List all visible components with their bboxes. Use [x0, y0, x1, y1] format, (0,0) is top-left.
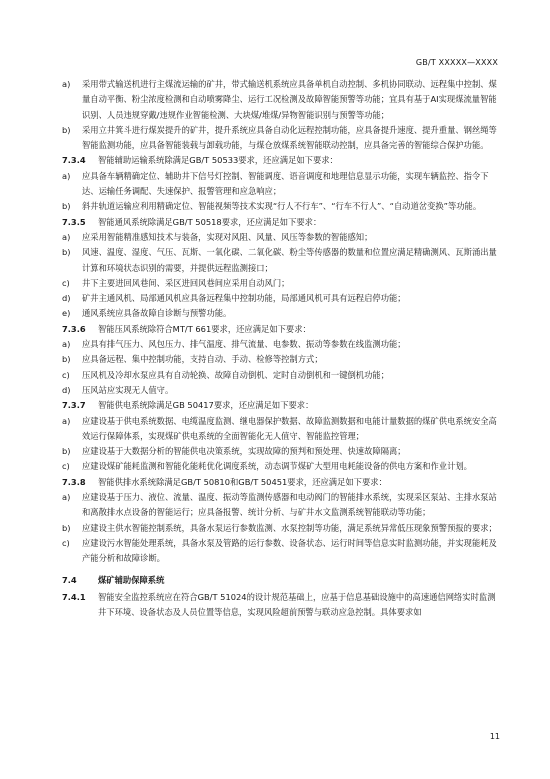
paragraph-text: 智能安全监控系统应在符合GB/T 51024的设计规范基础上，应基于信息基础设施中的高速通信网络实时监测井下环境、设备状态及人员位置等信息，实现风险超前预警与联动应急控制。具体要求如 [98, 591, 496, 618]
list-item-text: 应建设煤矿能耗监测和智能化能耗优化调度系统，动态调节煤矿大型用电耗能设备的供电方案和作业计划。 [82, 461, 472, 472]
list-item [62, 337, 500, 352]
list-item [62, 383, 500, 398]
list-item [62, 77, 500, 123]
list-item-text: 斜井轨道运输应利用精确定位、智能视频等技术实现“行人不行车”、“行车不行人”、“自动道岔变换”等功能。 [82, 201, 482, 212]
section-number: 7.3.6 [62, 323, 86, 334]
list-item [62, 199, 500, 214]
section-title: 智能供电系统除满足GB 50417要求，还应满足如下要求： [98, 400, 314, 411]
list-item [62, 368, 500, 383]
list-marker: a) [62, 79, 71, 89]
chapter-title: 煤矿辅助保障系统 [98, 574, 165, 585]
section-heading [62, 215, 500, 230]
list-item-text: 矿井主通风机、局部通风机应具备远程集中控制功能，局部通风机可具有远程启停功能； [82, 293, 406, 304]
list-item [62, 123, 500, 154]
list-item-text: 采用立井箕斗进行煤炭提升的矿井，提升系统应具备自动化远程控制功能，应具备提升速度、提升重量、钢丝绳等智能监测功能，应具备智能装载与卸载功能，与煤仓放煤系统智能联动控制，应具备完善的智能综合保护功能。 [82, 124, 497, 151]
list-item-text: 压风站应实现无人值守。 [82, 384, 174, 395]
section-heading [62, 322, 500, 337]
section-number: 7.3.5 [62, 216, 86, 227]
list-item-text: 压风机及冷却水泵应具有自动轮换、故障自动倒机、定时自动倒机和一键倒机功能； [82, 369, 389, 380]
list-marker: d) [62, 384, 71, 395]
list-marker: c) [62, 369, 70, 380]
standard-code: GB/T XXXXX—XXXX [415, 58, 498, 67]
list-item [62, 444, 500, 459]
list-item-text: 应具有排气压力、风包压力、排气温度、排气流量、电参数、振动等参数在线监测功能； [82, 339, 406, 350]
list-marker: c) [62, 277, 70, 288]
list-item [62, 414, 500, 445]
chapter-number: 7.4 [62, 574, 77, 585]
list-item [62, 169, 500, 200]
section-title: 智能压风系统除符合MT/T 661要求，还应满足如下要求： [98, 323, 311, 334]
closing-paragraph [62, 590, 500, 621]
list-item-text: 应建设基于供电系统数据、电缆温度监测、继电器保护数据、故障监测数据和电能计量数据的煤矿供电系统安全高效运行保障体系，实现煤矿供电系统的全面智能化无人值守、智能监控管理； [82, 415, 497, 441]
list-item-text: 风速、温度、湿度、气压、瓦斯、一氧化碳、二氧化碳、粉尘等传感器的数量和位置应满足精确测风、瓦斯涌出量计算和环境状态识别的需要，并提供远程监测接口； [82, 247, 497, 273]
list-item-text: 采用带式输送机进行主煤流运输的矿井，带式输送机系统应具备单机自动控制、多机协同联动、远程集中控制、煤量自动平衡、粉尘浓度检测和自动喷雾降尘、运行工况检测及故障智能预警等功能；宜具有基于AI实现煤流量智能识别、人员违规穿戴/违规作业智能检测、大块煤/堆煤/异物智能识别与预警等功能； [82, 79, 497, 120]
list-item [62, 490, 500, 521]
list-item-text: 应具备车辆精确定位、辅助井下信号灯控制、智能调度、语音调度和地理信息显示功能，实现车辆监控、指令下达、运输任务调配、失速保护、报警管理和应急响应； [82, 170, 489, 197]
section-heading [62, 398, 500, 413]
list-marker: b) [62, 446, 71, 457]
document-body [62, 77, 500, 620]
list-item-text: 井下主要进回风巷间、采区进回风巷间应采用自动风门； [82, 277, 290, 288]
list-marker: b) [62, 201, 71, 212]
list-item-text: 应采用智能精准感知技术与装备，实现对风阻、风量、风压等参数的智能感知； [82, 231, 373, 242]
list-item [62, 245, 500, 276]
list-marker: b) [62, 354, 71, 365]
list-marker: d) [62, 293, 71, 304]
section-number: 7.3.8 [62, 476, 86, 487]
list-item-text: 应建设主供水智能控制系统，具备水泵运行参数监测、水泵控制等功能，满足系统异常低压现象预警预报的要求； [82, 522, 497, 533]
section-title: 智能通风系统除满足GB/T 50518要求，还应满足如下要求： [98, 216, 322, 227]
list-marker: b) [62, 247, 71, 258]
list-item-text: 应具备远程、集中控制功能，支持自动、手动、检修等控制方式； [82, 354, 323, 365]
list-marker: b) [62, 522, 71, 533]
section-heading [62, 475, 500, 490]
section-title: 智能辅助运输系统除满足GB/T 50533要求，还应满足如下要求： [98, 155, 338, 166]
list-marker: c) [62, 537, 70, 548]
section-title: 智能供排水系统除满足GB/T 50810和GB/T 50451要求，还应满足如下要求： [98, 476, 387, 487]
list-marker: a) [62, 492, 71, 503]
list-item [62, 291, 500, 306]
section-number: 7.4.1 [62, 591, 86, 602]
list-item-text: 应建设基于大数据分析的智能供电决策系统，实现故障的预判和预处理、快速故障隔离； [82, 446, 406, 457]
list-item [62, 306, 500, 321]
list-item-text: 通风系统应具备故障自诊断与预警功能。 [82, 308, 232, 319]
page-number: 11 [489, 732, 500, 741]
list-item [62, 536, 500, 567]
list-marker: e) [62, 308, 71, 319]
list-item [62, 230, 500, 245]
section-number: 7.3.7 [62, 400, 86, 411]
section-heading [62, 153, 500, 168]
list-item [62, 521, 500, 536]
list-item [62, 276, 500, 291]
list-item-text: 应建设基于压力、液位、流量、温度、振动等监测传感器和电动阀门的智能排水系统，实现采区泵站、主排水泵站和离散排水点设备的智能运行；应具备报警、统计分析、与矿井水文监测系统智能联动等功能； [82, 492, 497, 518]
list-marker: a) [62, 170, 71, 181]
list-marker: b) [62, 124, 71, 135]
list-marker: a) [62, 415, 71, 426]
list-item [62, 352, 500, 367]
list-marker: a) [62, 339, 71, 350]
list-item [62, 459, 500, 474]
list-marker: a) [62, 231, 71, 242]
list-marker: c) [62, 461, 70, 472]
list-item-text: 应建设污水智能处理系统，具备水泵及管路的运行参数、设备状态、运行时间等信息实时监测功能，并实现能耗及产能分析和故障诊断。 [82, 537, 497, 564]
chapter-heading [62, 573, 500, 588]
section-number: 7.3.4 [62, 155, 86, 166]
